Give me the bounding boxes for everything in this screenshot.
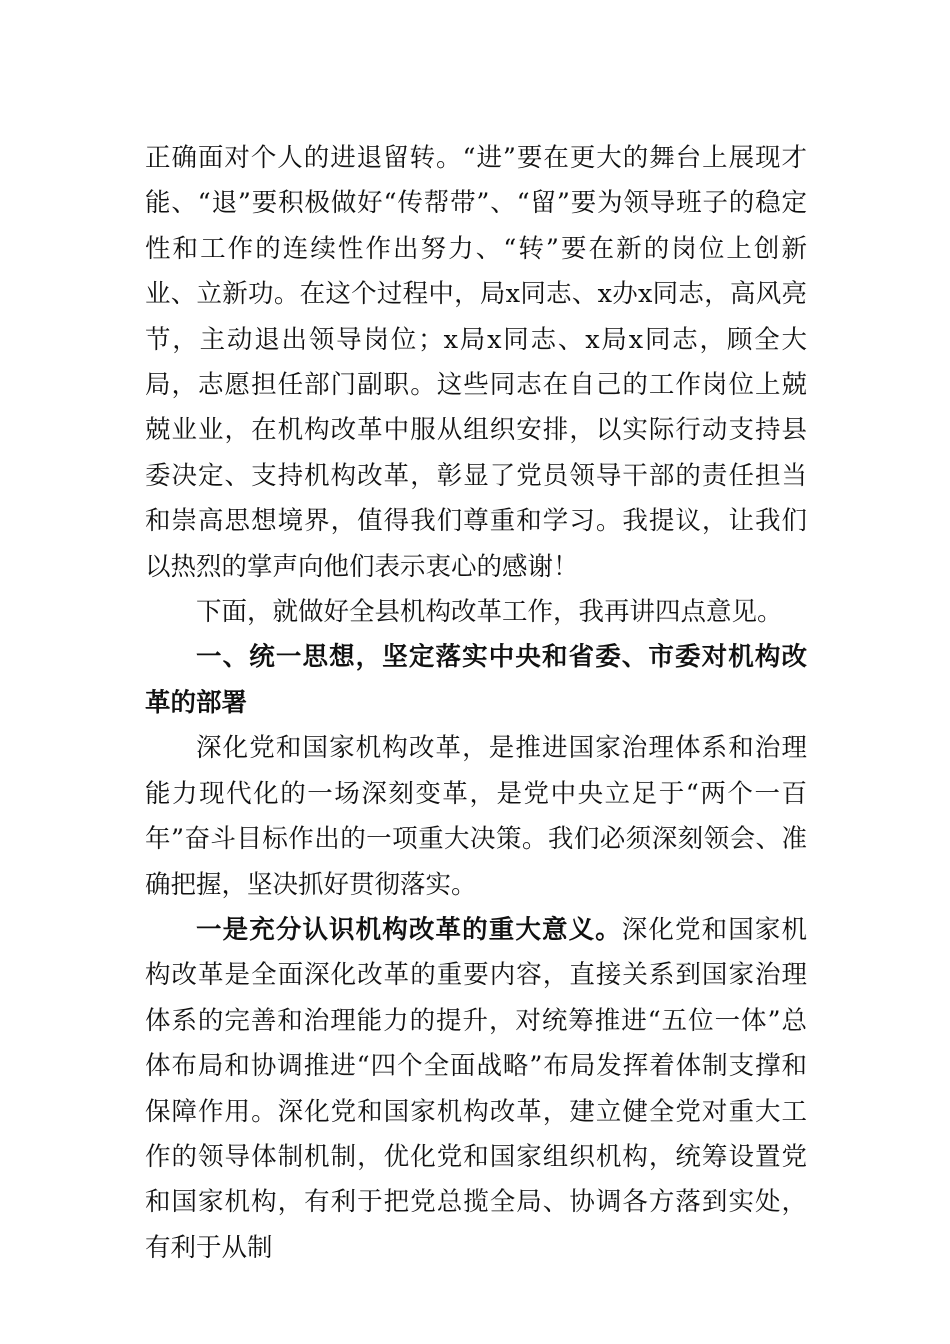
paragraph-intro: 深化党和国家机构改革，是推进国家治理体系和治理能力现代化的一场深刻变革，是党中央立足于“两个一百年”奋斗目标作出的一项重大决策。我们必须深刻领会、准确把握，坚决抓好贯彻落实。 xyxy=(145,733,807,900)
paragraph-point-one xyxy=(145,908,807,1271)
section-heading: 一、统一思想，坚定落实中央和省委、市委对机构改革的部署 xyxy=(145,642,807,718)
point-one-lead: 一是充分认识机构改革的重大意义。 xyxy=(196,914,622,945)
point-one-body: 深化党和国家机构改革是全面深化改革的重要内容，直接关系到国家治理体系的完善和治理能力的提升，对统筹推进“五位一体”总体布局和协调推进“四个全面战略”布局发挥着体制支撑和保障作用。深化党和国家机构改革，建立健全党对重大工作的领导体制机制，优化党和国家组织机构，统筹设置党和国家机构，有利于把党总揽全局、协调各方落到实处，有利于从制 xyxy=(145,914,807,1263)
paragraph-transition: 下面，就做好全县机构改革工作，我再讲四点意见。 xyxy=(196,597,783,628)
document-body xyxy=(145,136,807,1271)
paragraph-continuation: 正确面对个人的进退留转。“进”要在更大的舞台上展现才能、“退”要积极做好“传帮带”、“留”要为领导班子的稳定性和工作的连续性作出努力、“转”要在新的岗位上创新业、立新功。在这个过程中，局x同志、x办x同志，高风亮节，主动退出领导岗位；x局x同志、x局x同志，顾全大局，志愿担任部门副职。这些同志在自己的工作岗位上兢兢业业，在机构改革中服从组织安排，以实际行动支持县委决定、支持机构改革，彰显了党员领导干部的责任担当和崇高思想境界，值得我们尊重和学习。我提议，让我们以热烈的掌声向他们表示衷心的感谢！ xyxy=(145,143,807,582)
